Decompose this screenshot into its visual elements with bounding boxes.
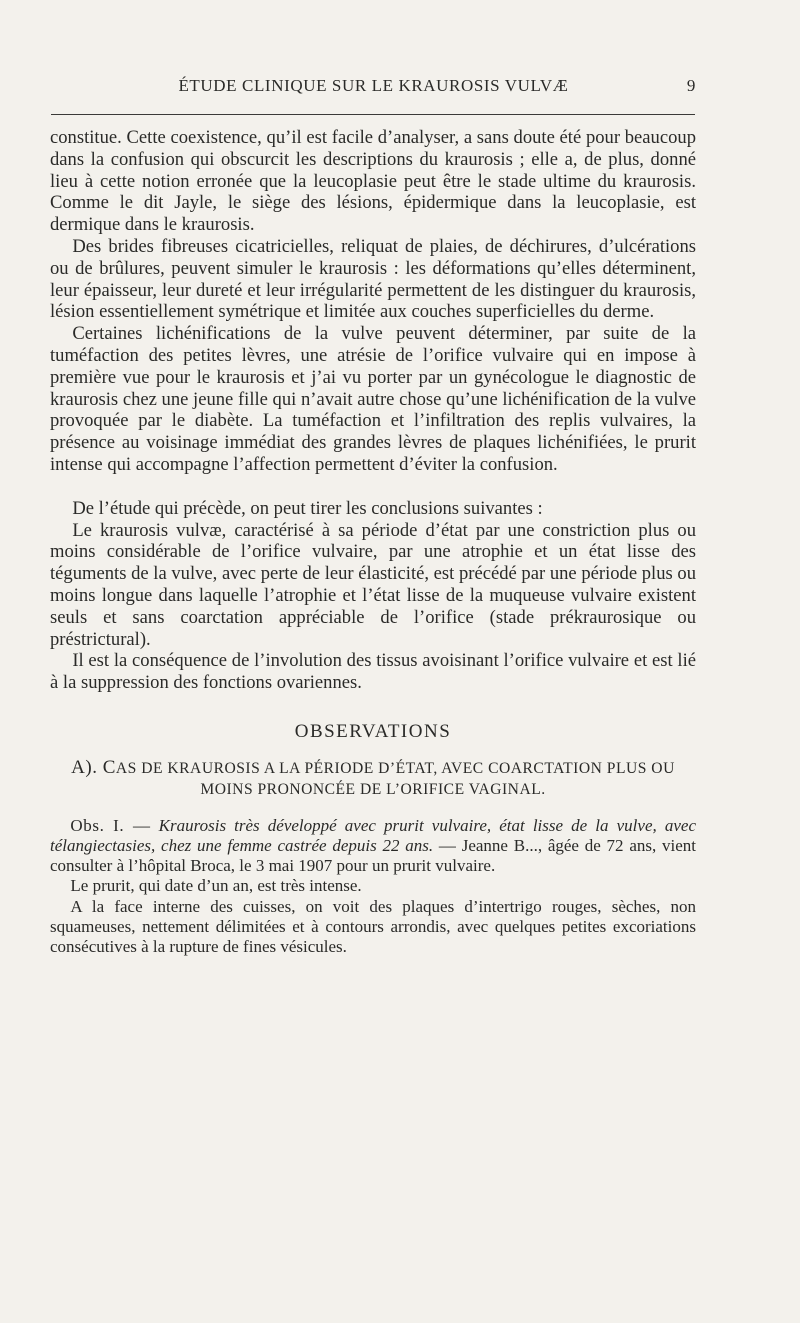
subsection-rest: AS DE KRAUROSIS A LA PÉRIODE D’ÉTAT, AVEC COARCTATION PLUS OU MOINS PRONONCÉE DE L’ORIFICE VAGINAL.: [115, 759, 675, 798]
body-text: [50, 127, 696, 957]
subsection-lead: A). C: [71, 756, 116, 778]
section-heading: OBSERVATIONS: [294, 720, 452, 742]
observation-intertrigo: A la face interne des cuisses, on voit des plaques d’intertrigo rouges, sèches, non squameuses, nettement délimitées et à contours arrondis, avec quelques petites excoriations consécutives à la rupture de fines vésicules.: [50, 896, 696, 956]
subsection-heading: [50, 757, 696, 800]
observation-paragraph: [50, 816, 696, 877]
paragraph-conclusions-intro: De l’étude qui précède, on peut tirer les conclusions suivantes :: [72, 497, 543, 519]
paragraph-continuation: constitue. Cette coexistence, qu’il est facile d’analyser, a sans doute été pour beaucoup dans la confusion qui obscurcit les descriptions du kraurosis ; elle a, de plus, donné lieu à cette notion erronée que la leucoplasie peut être le stade ultime du kraurosis. Comme le dit Jayle, le siège des lésions, épidermique dans la leucoplasie, est dermique dans le kraurosis.: [50, 127, 696, 236]
paragraph-lichenifications: Certaines lichénifications de la vulve peuvent déterminer, par suite de la tuméfaction des petites lèvres, une atrésie de l’orifice vulvaire qui en impose à première vue pour le kraurosis et j’ai vu porter par un gynécologue le diagnostic de kraurosis chez une jeune fille qui n’avait autre chose qu’une lichénification de la vulve provoquée par le diabète. La tuméfaction et l’infiltration des replis vulvaires, la présence au voisinage immédiat des grandes lèvres de plaques lichénifiées, le prurit intense qui accompagne l’affection permettent d’éviter la confusion.: [50, 323, 696, 475]
observation-title: Kraurosis très développé avec prurit vulvaire, état lisse de la vulve, avec télangiectasies, chez une femme castrée depuis 22 ans.: [50, 815, 696, 855]
running-head: [51, 76, 696, 98]
observation-dash: —: [438, 835, 456, 855]
paragraph-conclusion-1: Le kraurosis vulvæ, caractérisé à sa période d’état par une constriction plus ou moins considérable de l’orifice vulvaire, par une atrophie et un état lisse des téguments de la vulve, avec perte de leur élasticité, est précédé par une période plus ou moins longue dans laquelle l’atrophie et l’état lisse de la muqueuse vulvaire existent seuls et sans coarctation appréciable de l’orifice (stade prékraurosique ou préstrictural).: [50, 519, 696, 650]
paragraph-brides: Des brides fibreuses cicatricielles, reliquat de plaies, de déchirures, d’ulcérations ou de brûlures, peuvent simuler le kraurosis : les déformations qu’elles déterminent, leur épaisseur, leur dureté et leur irrégularité permettent de les distinguer du kraurosis, lésion essentiellement symétrique et limitée aux couches superficielles du derme.: [50, 235, 696, 323]
observation-label: Obs. I. —: [70, 815, 151, 835]
page-number: 9: [686, 76, 696, 95]
header-rule: [51, 114, 695, 115]
paragraph-conclusion-2: Il est la conséquence de l’involution des tissus avoisinant l’orifice vulvaire et est lié à la suppression des fonctions ovariennes.: [50, 650, 696, 694]
observation-text: Jeanne B..., âgée de 72 ans, vient consulter à l’hôpital Broca, le 3 mai 1907 pour un prurit vulvaire.: [50, 835, 697, 876]
observation-prurit: Le prurit, qui date d’un an, est très intense.: [70, 876, 362, 896]
running-title: ÉTUDE CLINIQUE SUR LE KRAUROSIS VULVÆ: [178, 76, 569, 95]
